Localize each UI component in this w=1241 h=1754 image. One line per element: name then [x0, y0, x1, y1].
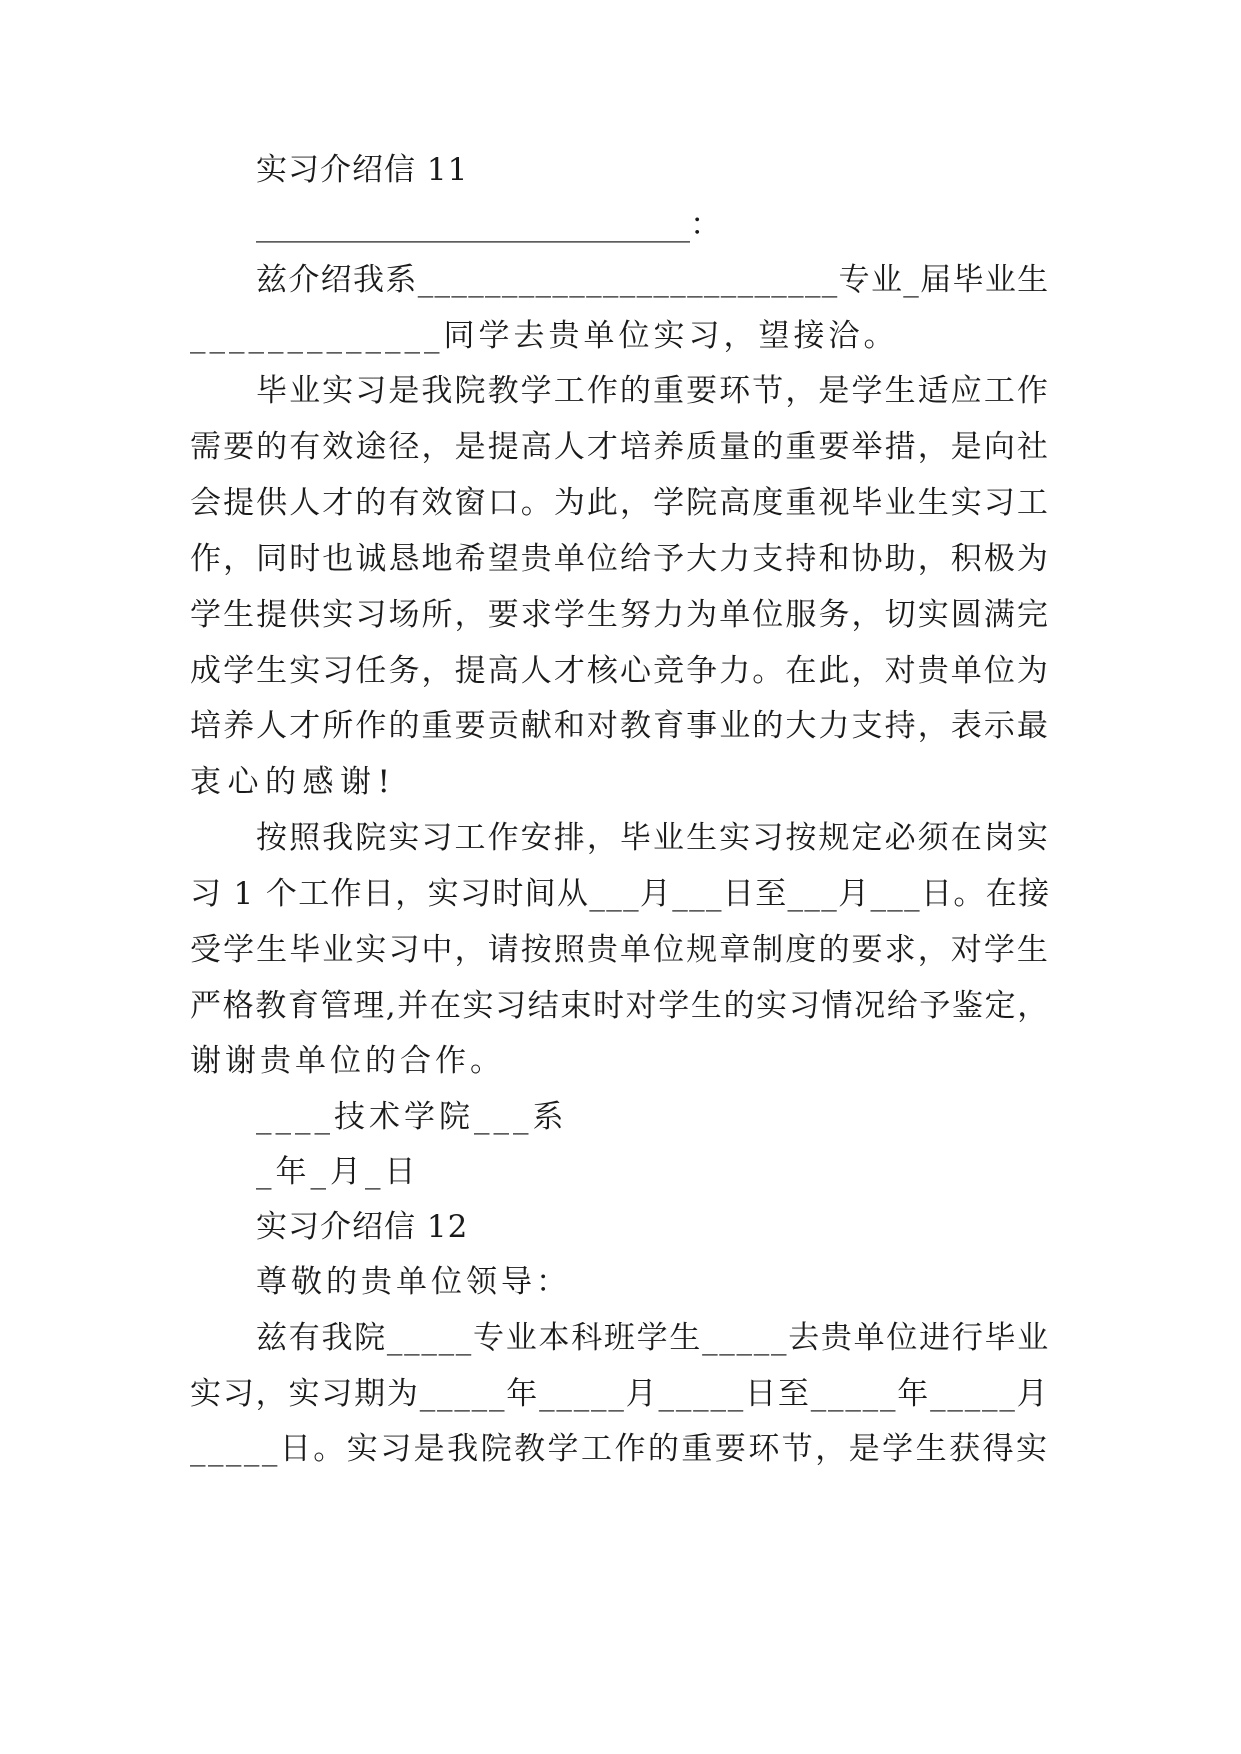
paragraph-line: 按照我院实习工作安排，毕业生实习按规定必须在岗实 — [256, 820, 1050, 856]
letter12-heading: 实习介绍信 12 — [256, 1209, 469, 1245]
paragraph-line: 严格教育管理,并在实习结束时对学生的实习情况给予鉴定， — [190, 988, 1050, 1024]
letter11-intro-line1: 兹介绍我系_________________________专业_届毕业生 — [256, 262, 1050, 298]
paragraph-line: 受学生毕业实习中，请按照贵单位规章制度的要求，对学生 — [190, 932, 1050, 968]
letter11-salutation: ____________________________： — [256, 207, 721, 243]
paragraph-line: 兹有我院_____专业本科班学生_____去贵单位进行毕业 — [256, 1320, 1050, 1356]
paragraph-line: 成学生实习任务，提高人才核心竞争力。在此，对贵单位为 — [190, 653, 1050, 689]
paragraph-line: _____日。实习是我院教学工作的重要环节，是学生获得实 — [190, 1431, 1050, 1467]
paragraph-line: 实习，实习期为_____年_____月_____日至_____年_____月 — [190, 1376, 1050, 1412]
paragraph-line: 作，同时也诚恳地希望贵单位给予大力支持和协助，积极为 — [190, 541, 1050, 577]
letter11-date: _年_月_日 — [256, 1154, 420, 1190]
paragraph-line: 毕业实习是我院教学工作的重要环节，是学生适应工作 — [256, 373, 1050, 409]
paragraph-line: 培养人才所作的重要贡献和对教育事业的大力支持，表示最 — [190, 708, 1050, 744]
paragraph-line: 会提供人才的有效窗口。为此，学院高度重视毕业生实习工 — [190, 485, 1050, 521]
letter12-salutation: 尊敬的贵单位领导： — [256, 1264, 571, 1300]
letter11-intro-line2: _____________同学去贵单位实习，望接洽。 — [190, 318, 899, 354]
paragraph-line: 学生提供实习场所，要求学生努力为单位服务，切实圆满完 — [190, 597, 1050, 633]
paragraph-line: 谢谢贵单位的合作。 — [190, 1043, 505, 1079]
letter11-signature: ____技术学院___系 — [256, 1099, 568, 1135]
paragraph-line: 衷心的感谢! — [190, 764, 397, 800]
letter11-heading: 实习介绍信 11 — [256, 152, 469, 188]
paragraph-line: 习 1 个工作日，实习时间从___月___日至___月___日。在接 — [190, 876, 1051, 912]
paragraph-line: 需要的有效途径，是提高人才培养质量的重要举措，是向社 — [190, 429, 1050, 465]
